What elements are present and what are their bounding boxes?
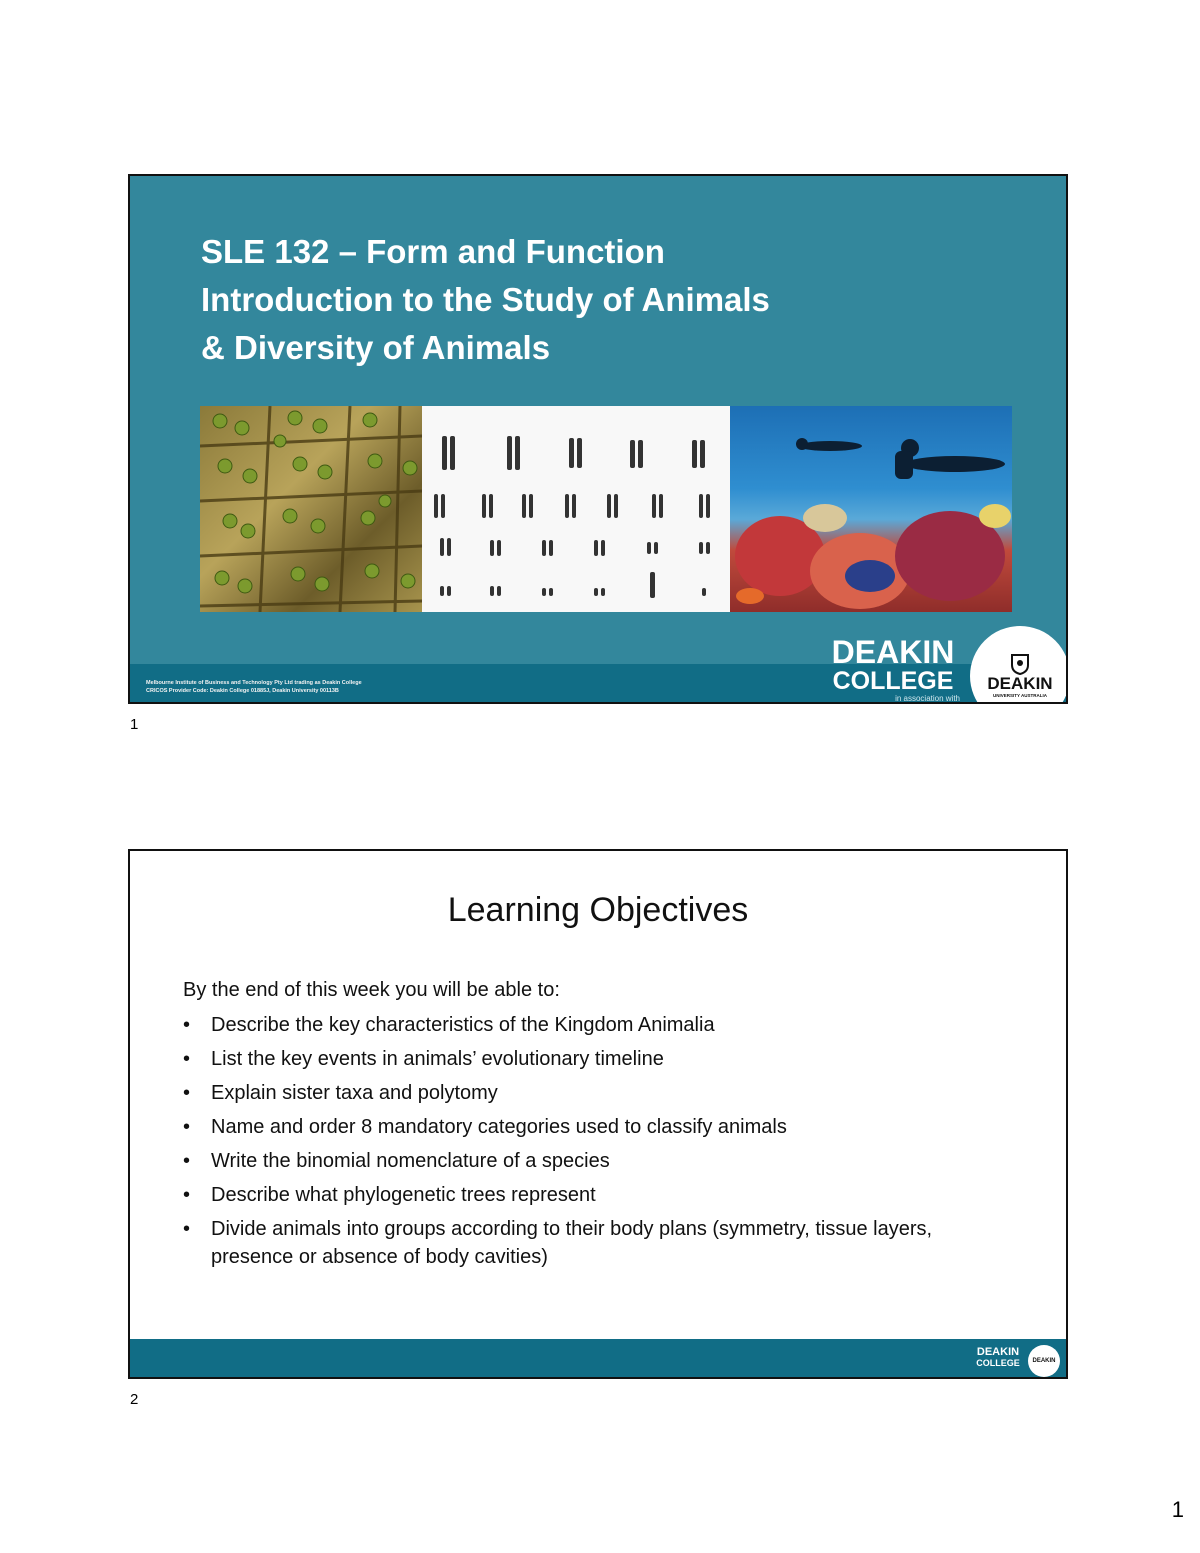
bullet-icon: • — [183, 1082, 191, 1104]
logo-line-2: COLLEGE — [832, 667, 954, 695]
badge-line-2: UNIVERSITY AUSTRALIA — [992, 693, 1047, 698]
list-item — [183, 1181, 1003, 1209]
list-item — [183, 1079, 1003, 1107]
objective-text: Explain sister taxa and polytomy — [211, 1082, 498, 1104]
coral-reef-divers-photo — [730, 406, 1012, 612]
slide-number: 1 — [130, 716, 139, 733]
bullet-icon: • — [183, 1150, 191, 1172]
slide-number: 2 — [130, 1391, 139, 1408]
title-image-strip — [200, 406, 1012, 612]
objectives-list — [183, 1011, 1003, 1277]
logo-line-1: DEAKIN — [831, 634, 955, 670]
credit-line-1: Melbourne Institute of Business and Technology Pty Ltd trading as Deakin College — [146, 680, 362, 686]
footer-band — [130, 1339, 1066, 1377]
objective-text: Describe the key characteristics of the Kingdom Animalia — [211, 1014, 715, 1036]
bullet-icon: • — [183, 1116, 191, 1138]
objective-text: Describe what phylogenetic trees represent — [211, 1184, 596, 1206]
slide-title — [201, 228, 770, 372]
list-item — [183, 1215, 1003, 1271]
list-item — [183, 1045, 1003, 1073]
bullet-icon: • — [183, 1218, 191, 1240]
logo-tagline: in association with — [895, 694, 960, 703]
plant-cells-micrograph — [200, 406, 422, 612]
deakin-college-logo — [826, 636, 960, 703]
crest-icon — [1010, 653, 1030, 675]
bullet-icon: • — [183, 1048, 191, 1070]
objective-text: Write the binomial nomenclature of a species — [211, 1150, 610, 1172]
deakin-university-badge-small — [1028, 1345, 1060, 1377]
bullet-icon: • — [183, 1184, 191, 1206]
objective-text: Name and order 8 mandatory categories used to classify animals — [211, 1116, 787, 1138]
credit-line-2: CRICOS Provider Code: Deakin College 01885J, Deakin University 00113B — [146, 688, 339, 694]
list-item — [183, 1147, 1003, 1175]
badge-line-1: DEAKIN — [1032, 1357, 1056, 1364]
list-item — [183, 1011, 1003, 1039]
logo-line-1: DEAKIN — [976, 1346, 1020, 1358]
logo-line-2: COLLEGE — [976, 1358, 1020, 1368]
list-item — [183, 1113, 1003, 1141]
title-line-2: Introduction to the Study of Animals — [201, 281, 770, 318]
objective-text: List the key events in animals’ evolutionary timeline — [211, 1048, 664, 1070]
title-line-3: & Diversity of Animals — [201, 329, 551, 366]
copyright-notice — [146, 679, 362, 695]
learning-objectives-slide — [128, 849, 1068, 1379]
karyotype-image — [422, 406, 730, 612]
bullet-icon: • — [183, 1014, 191, 1036]
slide-title: Learning Objectives — [447, 891, 749, 929]
title-line-1: SLE 132 – Form and Function — [201, 233, 665, 270]
badge-line-1: DEAKIN — [987, 674, 1053, 693]
intro-text: By the end of this week you will be able to: — [183, 979, 560, 1001]
page-number: 1 — [1171, 1497, 1184, 1522]
objective-text: Divide animals into groups according to their body plans (symmetry, tissue layers, presence or absence of body cavities) — [211, 1218, 933, 1268]
deakin-university-badge — [970, 626, 1068, 704]
deakin-college-logo-small — [972, 1347, 1024, 1368]
title-slide — [128, 174, 1068, 704]
